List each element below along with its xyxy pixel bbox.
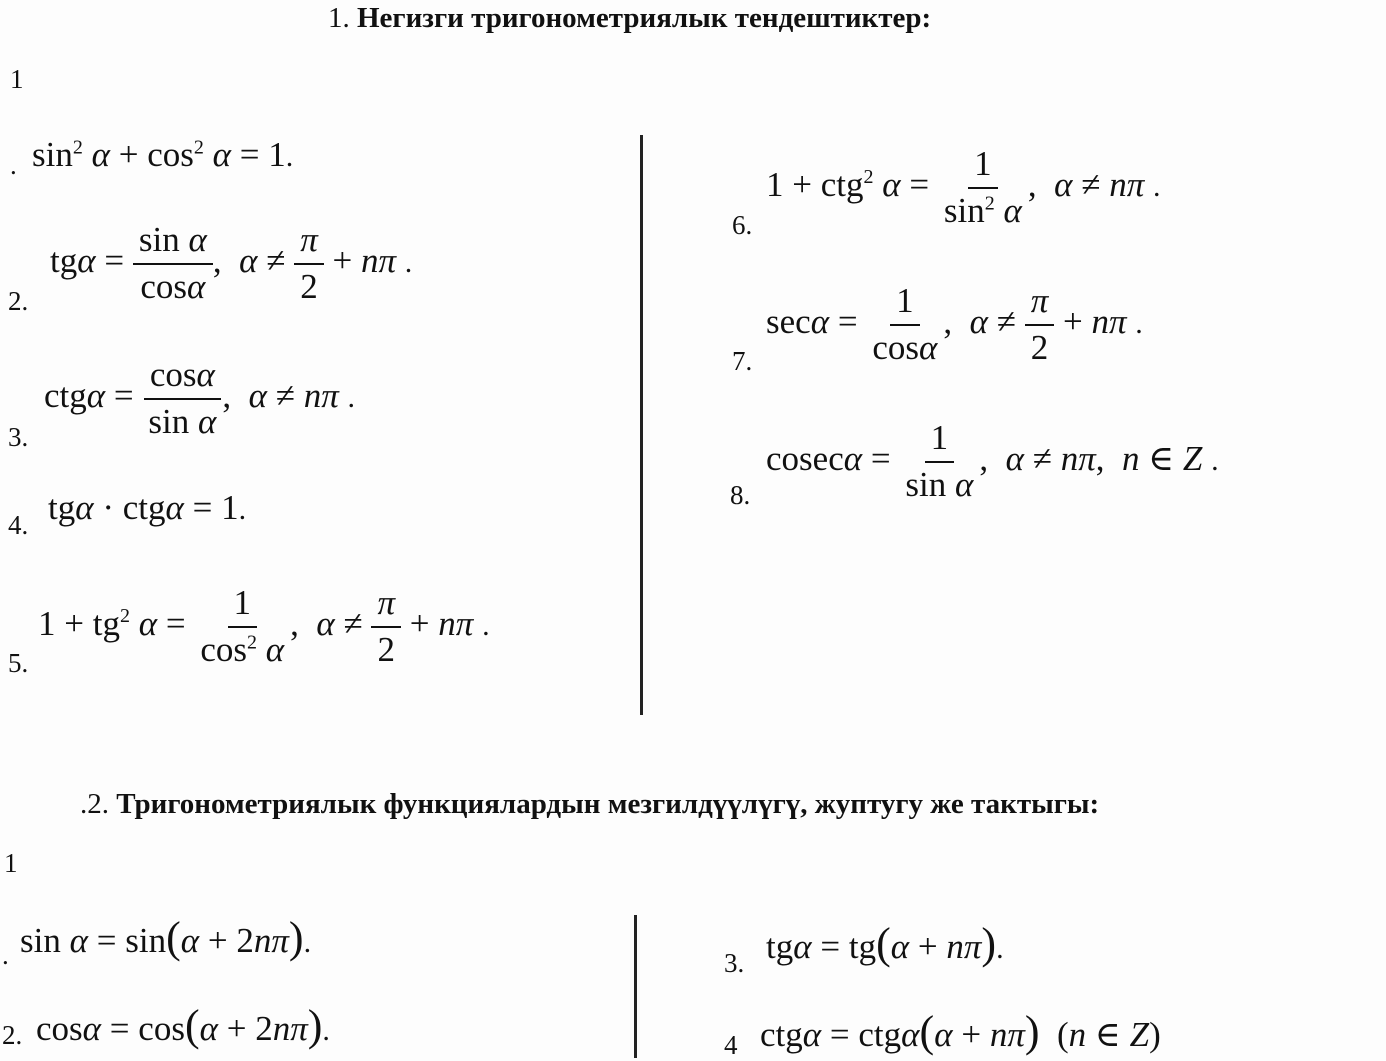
formula-8: cosecα = $\frac{1}{\text{sin α}}$ , α ≠ nπ, n ∈ Z .	[766, 418, 1219, 504]
fraction: $\frac{1}{\cos^2 \alpha}$	[200, 583, 285, 669]
fraction: $\frac{\pi}{2}$	[1025, 283, 1055, 367]
fraction: $\frac{\cos\alpha}{\text{sin α}}$	[142, 357, 222, 441]
stray-number-1: 1	[10, 64, 24, 94]
formula-5-number: 5.	[8, 648, 29, 678]
formula-7: secα = $\frac{1}{\cos\alpha}$ , α ≠ $\frac{\pi}{2}$ + nπ .	[766, 281, 1143, 367]
fraction: $\frac{1}{\sin^2 \alpha}$	[943, 144, 1022, 230]
formula-4: tgα · ctgα = 1.	[48, 488, 247, 527]
section-2-title: .2. Тригонометриялык функциялардын мезгилдүүлүгү, жуптугу же тактыгы:	[80, 788, 1100, 820]
formula-5: $1 + tg^2$ α = $\frac{1}{\cos^2 \alpha}$ , α ≠ $\frac{\pi}{2}$ + nπ .	[38, 583, 490, 669]
column-divider-2	[634, 915, 637, 1058]
fraction: $\frac{1}{\text{sin α}}$	[905, 418, 974, 504]
formula-6-number: 6.	[732, 210, 753, 240]
periodicity-2-number: 2.	[2, 1020, 23, 1050]
formula-7-number: 7.	[732, 346, 753, 376]
stray-number-2: 1	[4, 848, 18, 878]
periodicity-1-number: .	[2, 940, 9, 970]
formula-1: $\sin^2 \alpha + \cos^2 \alpha = 1$.	[32, 135, 294, 174]
periodicity-formula-4: ctgα = ctgα(α + nπ) (n ∈ Z)	[760, 1007, 1161, 1056]
periodicity-formula-3: tgα = tg(α + nπ).	[766, 919, 1004, 968]
formula-2: tgα = $\frac{\text{sin α}}{\cos\alpha}$ , α ≠ $\frac{\pi}{2}$ + nπ .	[50, 220, 413, 306]
fraction: $\frac{\pi}{2}$	[294, 222, 324, 306]
formula-8-number: 8.	[730, 480, 751, 510]
periodicity-formula-2: cosα = cos(α + 2nπ).	[36, 1001, 330, 1050]
periodicity-formula-1: sin α = sin(α + 2nπ).	[20, 913, 312, 962]
fraction: $\frac{\text{sin α}}{\cos\alpha}$	[133, 222, 213, 306]
periodicity-3-number: 3.	[724, 948, 745, 978]
periodicity-4-number: 4	[724, 1030, 738, 1060]
formula-6: 1 + ctg$^2$ α = $\frac{1}{\sin^2 \alpha}$ , α ≠ nπ .	[766, 144, 1161, 230]
formula-4-number: 4.	[8, 510, 29, 540]
formula-3: ctgα = $\frac{\cos\alpha}{\text{sin α}}$ , α ≠ nπ .	[44, 355, 356, 441]
formula-2-number: 2.	[8, 286, 29, 316]
formula-3-number: 3.	[8, 422, 29, 452]
column-divider-1	[640, 135, 643, 715]
formula-1-number: .	[10, 150, 17, 180]
fraction: $\frac{\pi}{2}$	[371, 585, 401, 669]
fraction: $\frac{1}{\cos\alpha}$	[872, 281, 938, 367]
section-1-title: 1. Негизги тригонометриялык тендештиктер:	[328, 2, 932, 34]
